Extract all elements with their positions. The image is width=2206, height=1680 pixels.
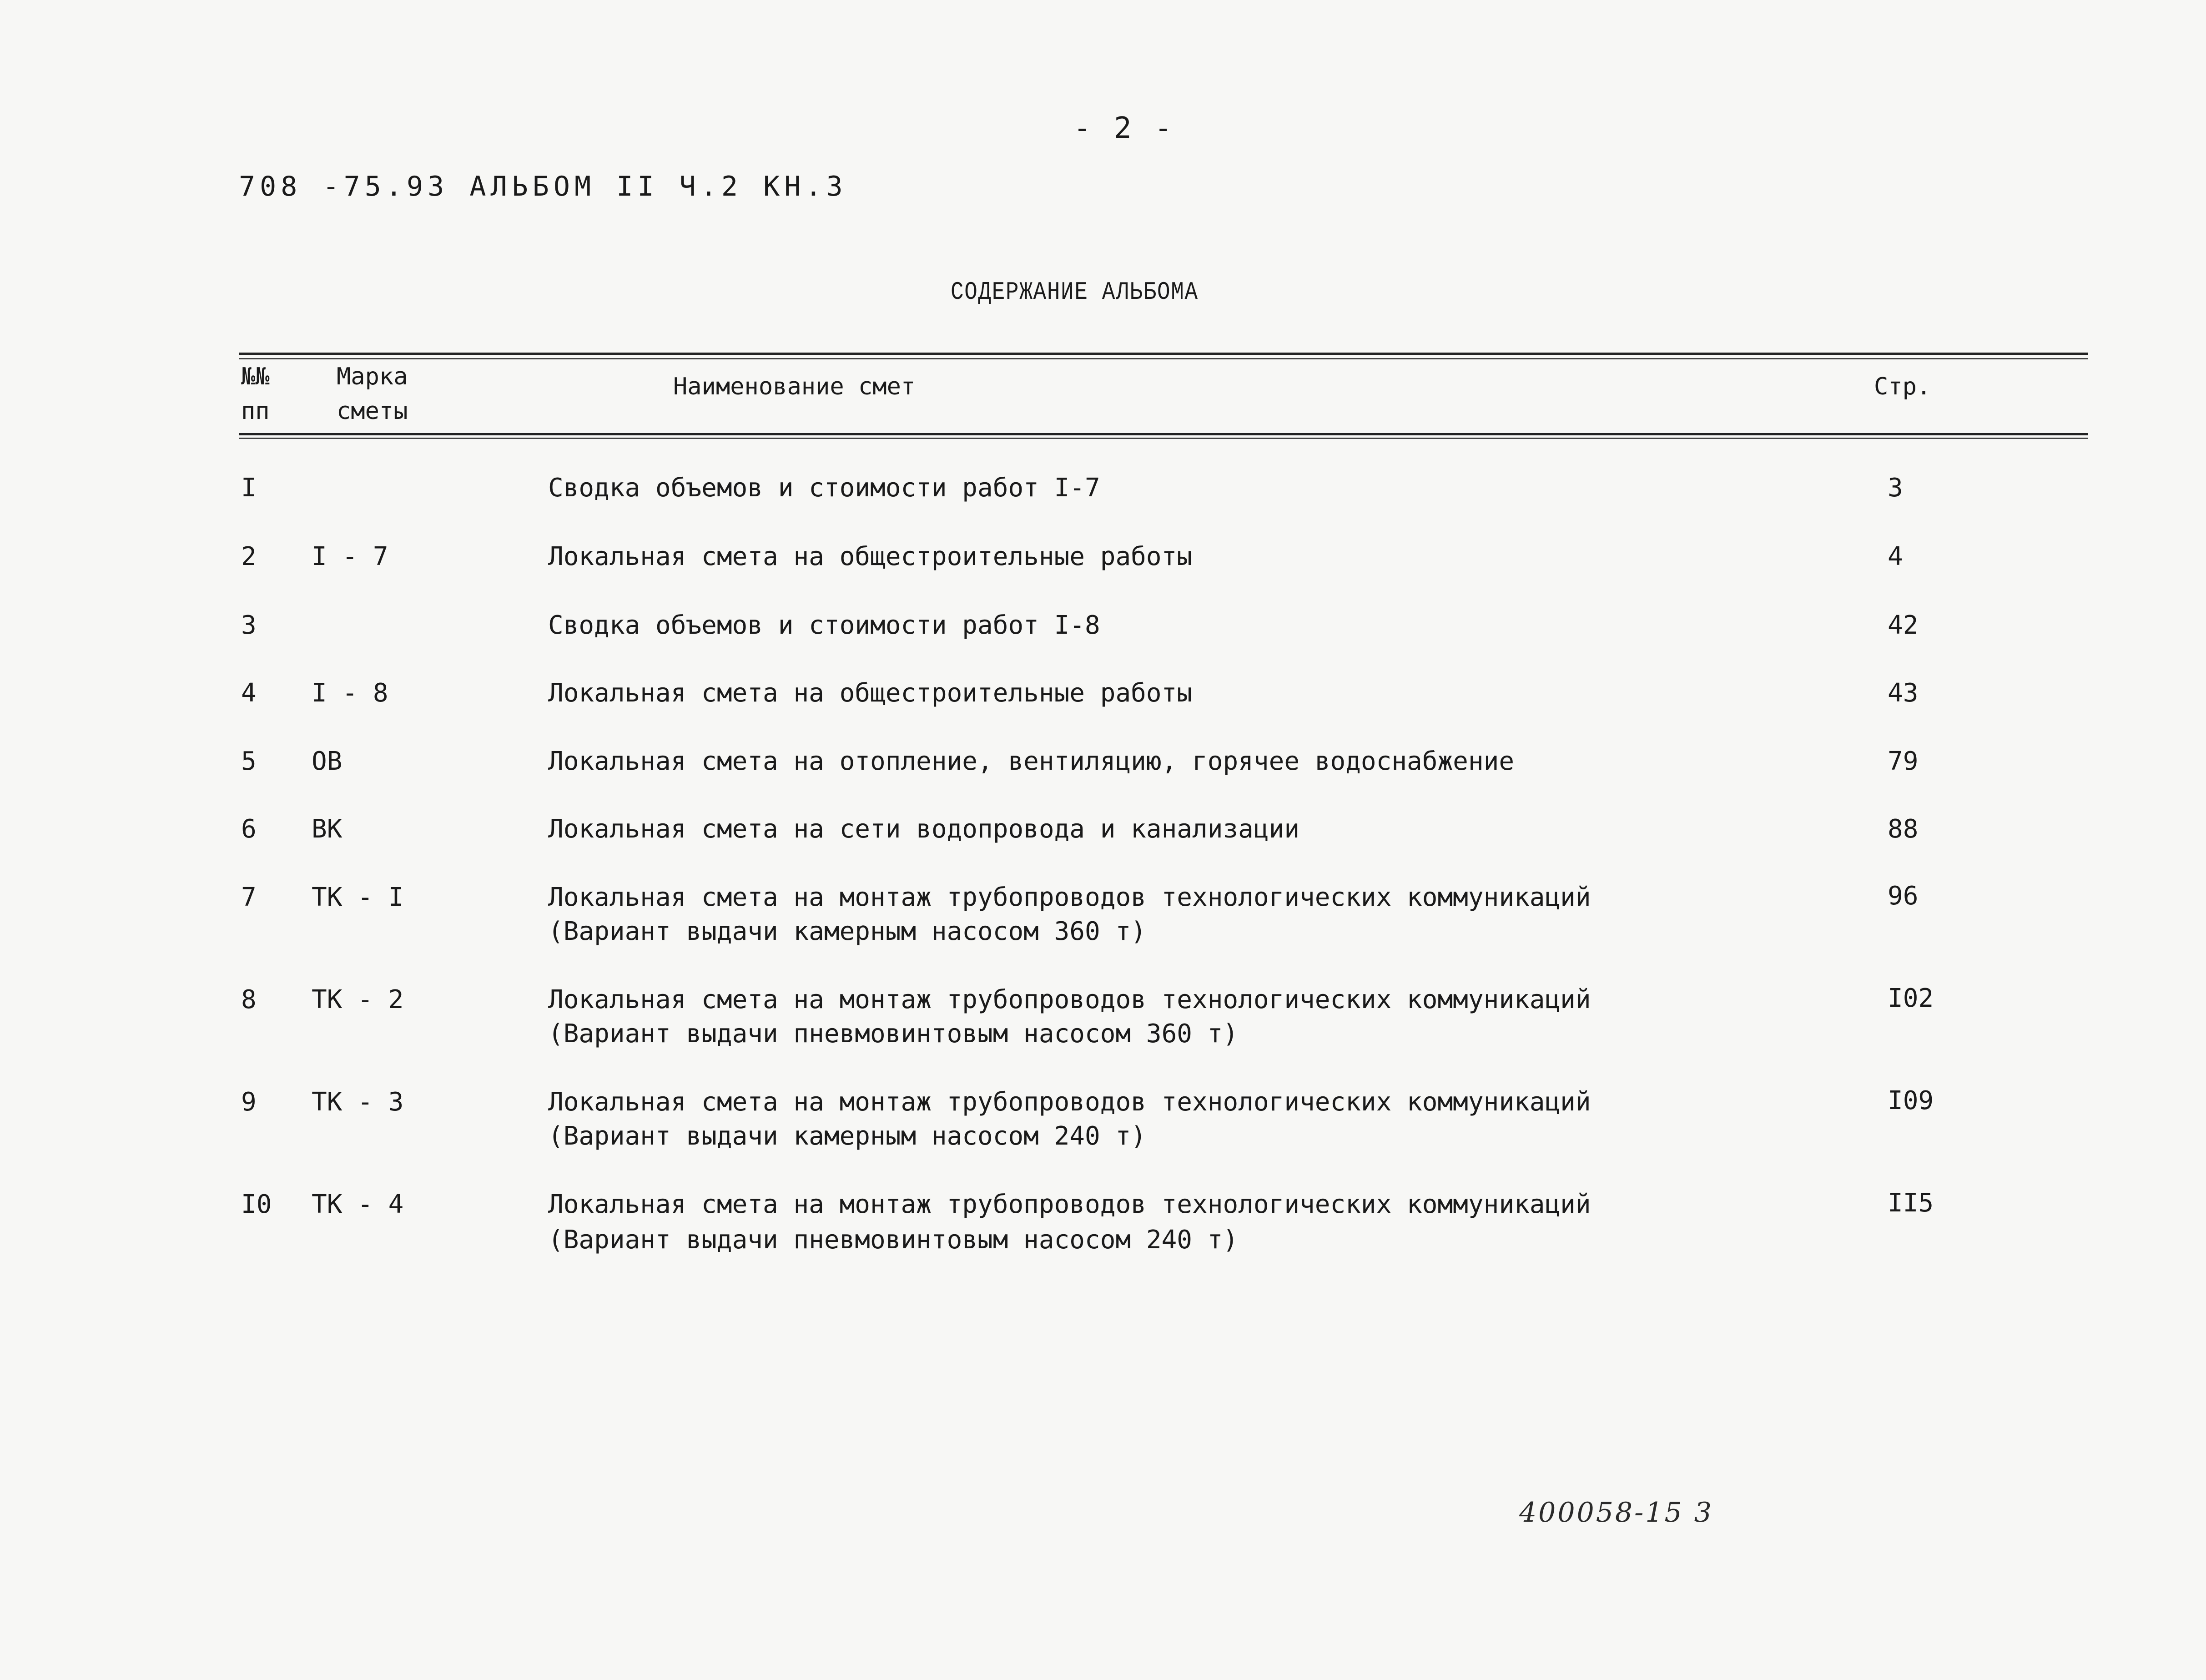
row-name: Локальная смета на общестроительные работы — [548, 678, 1193, 708]
row-number: 7 — [241, 883, 257, 912]
row-name: Локальная смета на монтаж трубопроводов технологических коммуникаций — [548, 883, 1591, 912]
column-header-mark-line2: сметы — [337, 398, 408, 425]
row-name: Локальная смета на монтаж трубопроводов технологических коммуникаций — [548, 1190, 1591, 1219]
row-number: 8 — [241, 985, 257, 1014]
row-name: Локальная смета на монтаж трубопроводов технологических коммуникаций — [548, 985, 1591, 1014]
row-mark: ОВ — [312, 747, 342, 776]
row-name: Сводка объемов и стоимости работ I-8 — [548, 610, 1100, 640]
row-number: 6 — [241, 814, 257, 844]
row-number: 3 — [241, 610, 257, 640]
column-header-name: Наименование смет — [673, 373, 916, 400]
column-header-mark-line1: Марка — [337, 363, 408, 390]
row-page: 4 — [1888, 542, 1903, 571]
table-top-rule — [239, 353, 2088, 355]
row-number: 2 — [241, 542, 257, 571]
page-title: СОДЕРЖАНИЕ АЛЬБОМА — [951, 277, 1199, 307]
row-name-note: (Вариант выдачи пневмовинтовым насосом 360 т) — [548, 1019, 1239, 1049]
row-name: Локальная смета на монтаж трубопроводов технологических коммуникаций — [548, 1087, 1591, 1117]
row-page: 42 — [1888, 610, 1919, 640]
row-mark: ТК - 3 — [312, 1087, 404, 1117]
row-name: Локальная смета на сети водопровода и канализации — [548, 814, 1300, 844]
row-name-note: (Вариант выдачи пневмовинтовым насосом 240 т) — [548, 1225, 1239, 1255]
table-header-rule — [239, 433, 2088, 435]
row-page: 88 — [1888, 814, 1919, 844]
row-page: 43 — [1888, 678, 1919, 708]
row-name: Локальная смета на общестроительные работы — [548, 542, 1193, 571]
column-header-number-line2: пп — [241, 398, 270, 425]
column-header-number-line1: №№ — [241, 363, 270, 390]
page-number: - 2 - — [1073, 111, 1175, 145]
row-page: I09 — [1888, 1086, 1934, 1115]
handwritten-archive-number: 400058-15 3 — [1519, 1497, 1713, 1529]
row-page: II5 — [1888, 1188, 1934, 1218]
column-header-mark — [337, 359, 408, 429]
table-header-rule-inner — [239, 438, 2088, 439]
row-page: 3 — [1888, 473, 1903, 503]
row-mark: ТК - I — [312, 883, 404, 912]
row-mark: ТК - 2 — [312, 985, 404, 1014]
row-number: I0 — [241, 1190, 272, 1219]
row-name-note: (Вариант выдачи камерным насосом 240 т) — [548, 1121, 1146, 1151]
row-number: 4 — [241, 678, 257, 708]
column-header-page: Стр. — [1874, 373, 1931, 400]
row-mark: ВК — [312, 814, 342, 844]
row-name: Сводка объемов и стоимости работ I-7 — [548, 473, 1100, 503]
row-mark: I - 8 — [312, 678, 388, 708]
row-mark: I - 7 — [312, 542, 388, 571]
row-page: 79 — [1888, 747, 1919, 776]
column-header-number — [241, 359, 270, 429]
row-number: 9 — [241, 1087, 257, 1117]
row-mark: ТК - 4 — [312, 1190, 404, 1219]
row-number: 5 — [241, 747, 257, 776]
table-top-rule-inner — [239, 358, 2088, 359]
document-code: 708 -75.93 АЛЬБОМ II Ч.2 КН.3 — [239, 171, 847, 202]
row-page: I02 — [1888, 984, 1934, 1013]
row-name-note: (Вариант выдачи камерным насосом 360 т) — [548, 917, 1146, 946]
row-name: Локальная смета на отопление, вентиляцию, горячее водоснабжение — [548, 747, 1515, 776]
row-page: 96 — [1888, 881, 1919, 911]
row-number: I — [241, 473, 257, 503]
